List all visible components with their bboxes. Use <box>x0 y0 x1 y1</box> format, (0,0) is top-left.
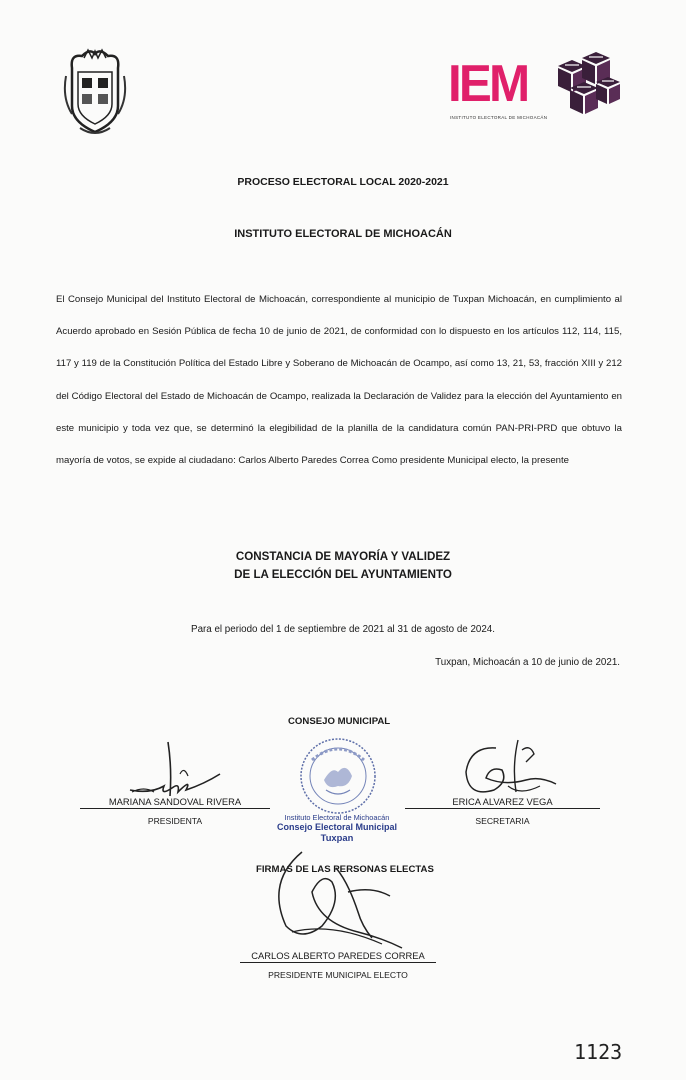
president-role: PRESIDENTA <box>147 816 203 826</box>
elected-president-signature <box>262 842 412 958</box>
elected-signatures-label: FIRMAS DE LAS PERSONAS ELECTAS <box>256 864 434 875</box>
president-name: MARIANA SANDOVAL RIVERA <box>108 796 242 807</box>
iem-logo-text: IEM <box>448 55 528 113</box>
certificate-title-line1: CONSTANCIA DE MAYORÍA Y VALIDEZ <box>235 550 451 563</box>
iem-logo-subtitle: INSTITUTO ELECTORAL DE MICHOACÁN <box>450 115 548 120</box>
ballot-boxes-icon <box>552 52 620 116</box>
body-paragraph: El Consejo Municipal del Instituto Electoral de Michoacán, correspondiente al municipio de Tuxpan Michoacán, en cumplimiento al Acuerdo aprobado en Sesión Pública de fecha 10 de junio de 2021, de conformidad con lo dispuesto en los artículos 112, 114, 115, 117 y 119 de la Constitución Política del Estado Libre y Soberano de Michoacán de Ocampo, así como 13, 21, 53, fracción XIII y 212 del Código Electoral del Estado de Michoacán de Ocampo, realizada la Declaración de Validez para la elección del Ayuntamiento en este municipio y toda vez que, se determinó la elegibilidad de la planilla de la candidatura común PAN-PRI-PRD que obtuvo la mayoría de votos, se expide al ciudadano: Carlos Alberto Paredes Correa Como presidente Municipal electo, la presente <box>56 294 622 467</box>
place-and-date: Tuxpan, Michoacán a 10 de junio de 2021. <box>435 657 620 668</box>
elected-president-name: CARLOS ALBERTO PAREDES CORREA <box>251 950 425 961</box>
elected-president-role: PRESIDENTE MUNICIPAL ELECTO <box>268 970 408 980</box>
secretary-signature-line <box>405 808 600 809</box>
state-crest-logo <box>62 48 128 136</box>
stamp-municipality: Tuxpan <box>320 832 354 843</box>
president-signature-line <box>80 808 270 809</box>
official-seal <box>298 736 378 816</box>
electoral-process-heading: PROCESO ELECTORAL LOCAL 2020-2021 <box>237 176 449 188</box>
elected-signature-line <box>240 962 436 963</box>
iem-logo <box>448 52 620 124</box>
term-period: Para el periodo del 1 de septiembre de 2021 al 31 de agosto de 2024. <box>191 624 495 635</box>
certificate-title-line2: DE LA ELECCIÓN DEL AYUNTAMIENTO <box>234 568 452 581</box>
president-signature <box>120 738 230 804</box>
stamp-institute: Instituto Electoral de Michoacán <box>284 813 390 822</box>
certificate-title <box>0 548 686 584</box>
secretary-role: SECRETARIA <box>475 816 530 826</box>
stamp-council: Consejo Electoral Municipal <box>276 822 398 832</box>
secretary-name: ERICA ALVAREZ VEGA <box>452 796 553 807</box>
institute-heading: INSTITUTO ELECTORAL DE MICHOACÁN <box>234 228 452 240</box>
page-number: 1123 <box>574 1040 623 1064</box>
council-stamp <box>272 813 402 843</box>
council-label: CONSEJO MUNICIPAL <box>288 716 391 727</box>
